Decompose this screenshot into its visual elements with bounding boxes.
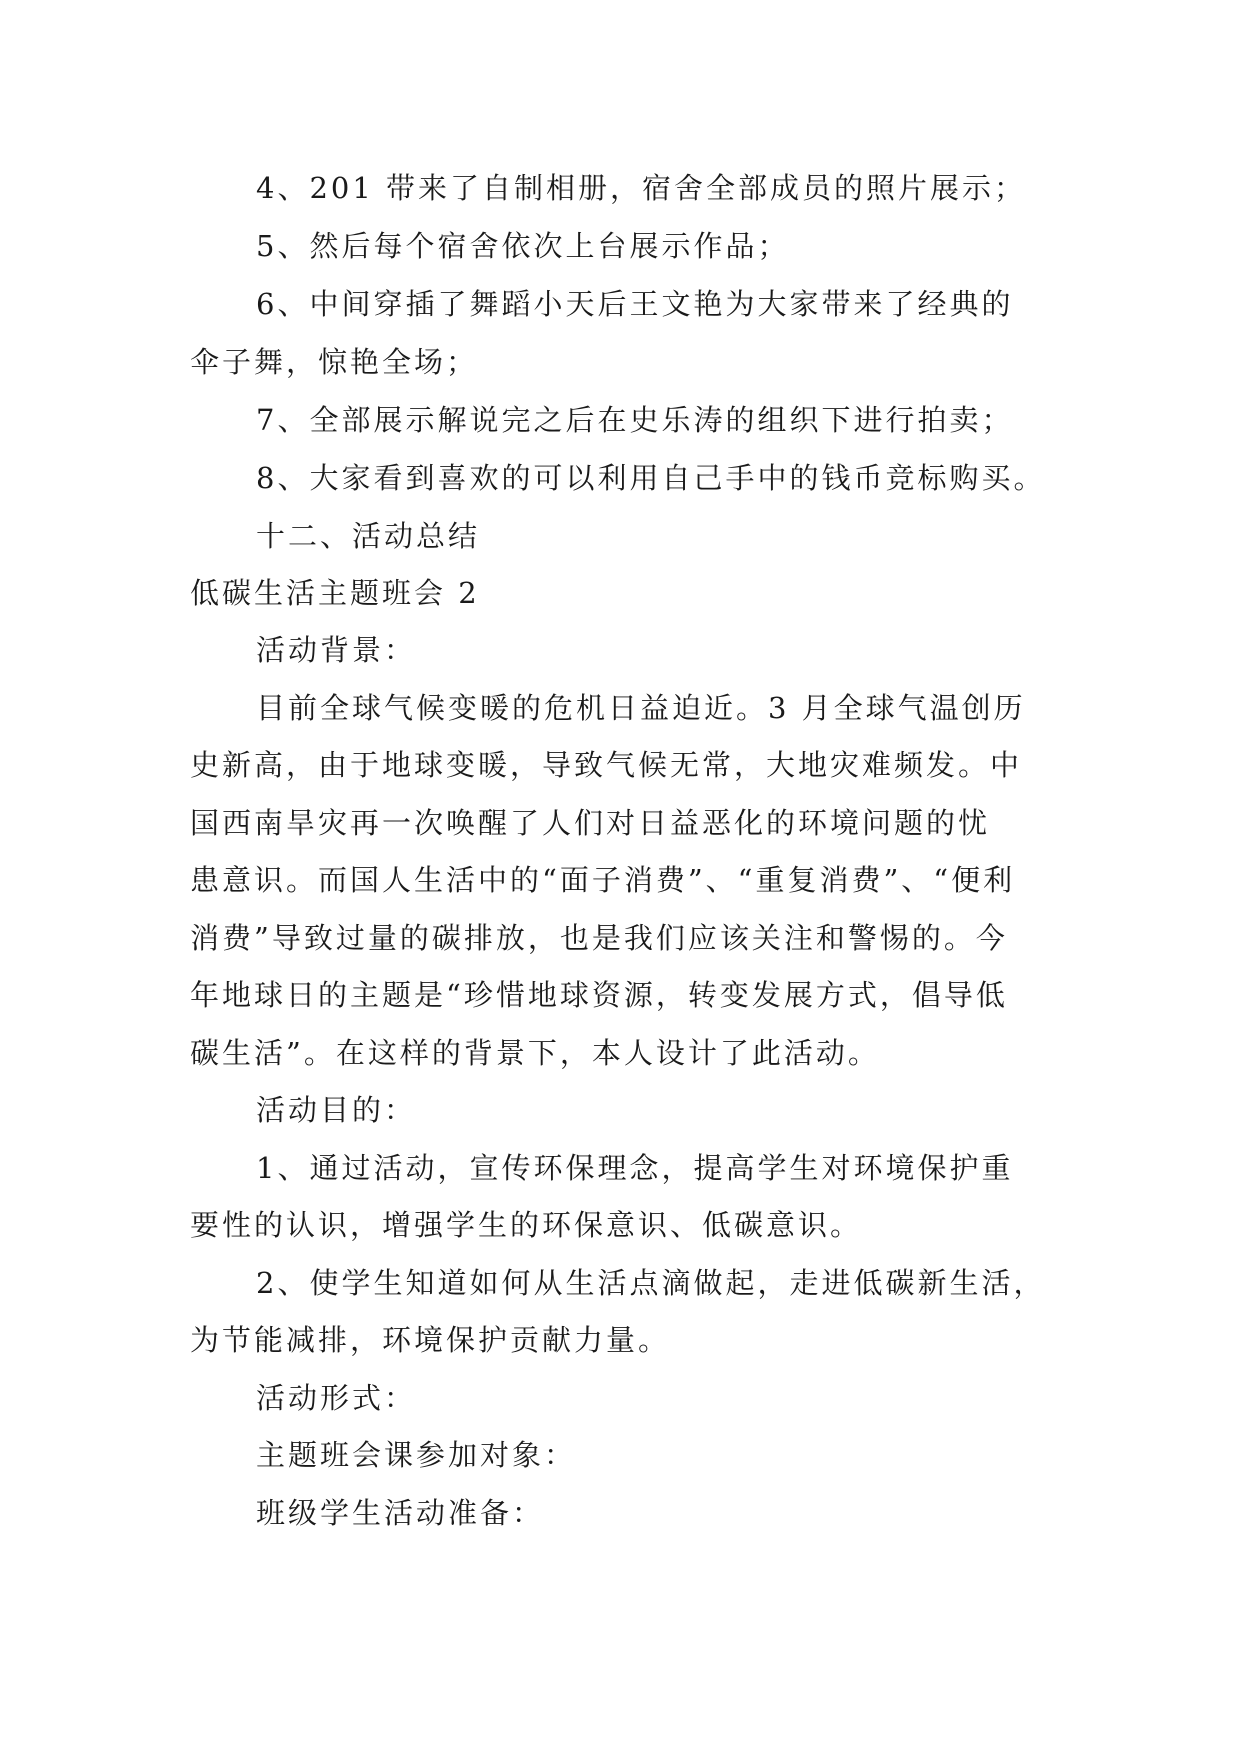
list-item-5: 5、然后每个宿舍依次上台展示作品；: [256, 229, 790, 263]
purpose-item-2: 2、使学生知道如何从生活点滴做起，走进低碳新生活，: [256, 1266, 1046, 1300]
section-heading-format: 活动形式：: [256, 1381, 417, 1415]
paragraph-line: 消费”导致过量的碳排放，也是我们应该关注和警惕的。今: [190, 921, 1008, 955]
section-heading-summary: 十二、活动总结: [256, 519, 481, 553]
list-item-4: 4、201 带来了自制相册，宿舍全部成员的照片展示；: [256, 171, 1027, 205]
list-item-8: 8、大家看到喜欢的可以利用自己手中的钱币竞标购买。: [256, 461, 1046, 495]
section-heading-purpose: 活动目的：: [256, 1093, 417, 1127]
purpose-item-1-continued: 要性的认识，增强学生的环保意识、低碳意识。: [190, 1208, 863, 1242]
list-item-7: 7、全部展示解说完之后在史乐涛的组织下进行拍卖；: [256, 403, 1014, 437]
paragraph-line: 患意识。而国人生活中的“面子消费”、“重复消费”、“便利: [190, 863, 1016, 897]
section-heading-background: 活动背景：: [256, 633, 417, 667]
paragraph-line: 年地球日的主题是“珍惜地球资源，转变发展方式，倡导低: [190, 978, 1008, 1012]
section-heading-participants: 主题班会课参加对象：: [256, 1438, 577, 1472]
paragraph-line: 史新高，由于地球变暖，导致气候无常，大地灾难频发。中: [190, 748, 1023, 782]
paragraph-line: 目前全球气候变暖的危机日益迫近。3 月全球气温创历: [256, 691, 1026, 725]
list-item-6-continued: 伞子舞，惊艳全场；: [190, 345, 479, 379]
purpose-item-2-continued: 为节能减排，环境保护贡献力量。: [190, 1323, 671, 1357]
paragraph-line: 碳生活”。在这样的背景下，本人设计了此活动。: [190, 1036, 880, 1070]
section-heading-preparation: 班级学生活动准备：: [256, 1496, 545, 1530]
paragraph-line: 国西南旱灾再一次唤醒了人们对日益恶化的环境问题的忧: [190, 806, 991, 840]
document-title: 低碳生活主题班会 2: [190, 576, 480, 610]
list-item-6: 6、中间穿插了舞蹈小天后王文艳为大家带来了经典的: [256, 287, 1014, 321]
purpose-item-1: 1、通过活动，宣传环保理念，提高学生对环境保护重: [256, 1151, 1014, 1185]
